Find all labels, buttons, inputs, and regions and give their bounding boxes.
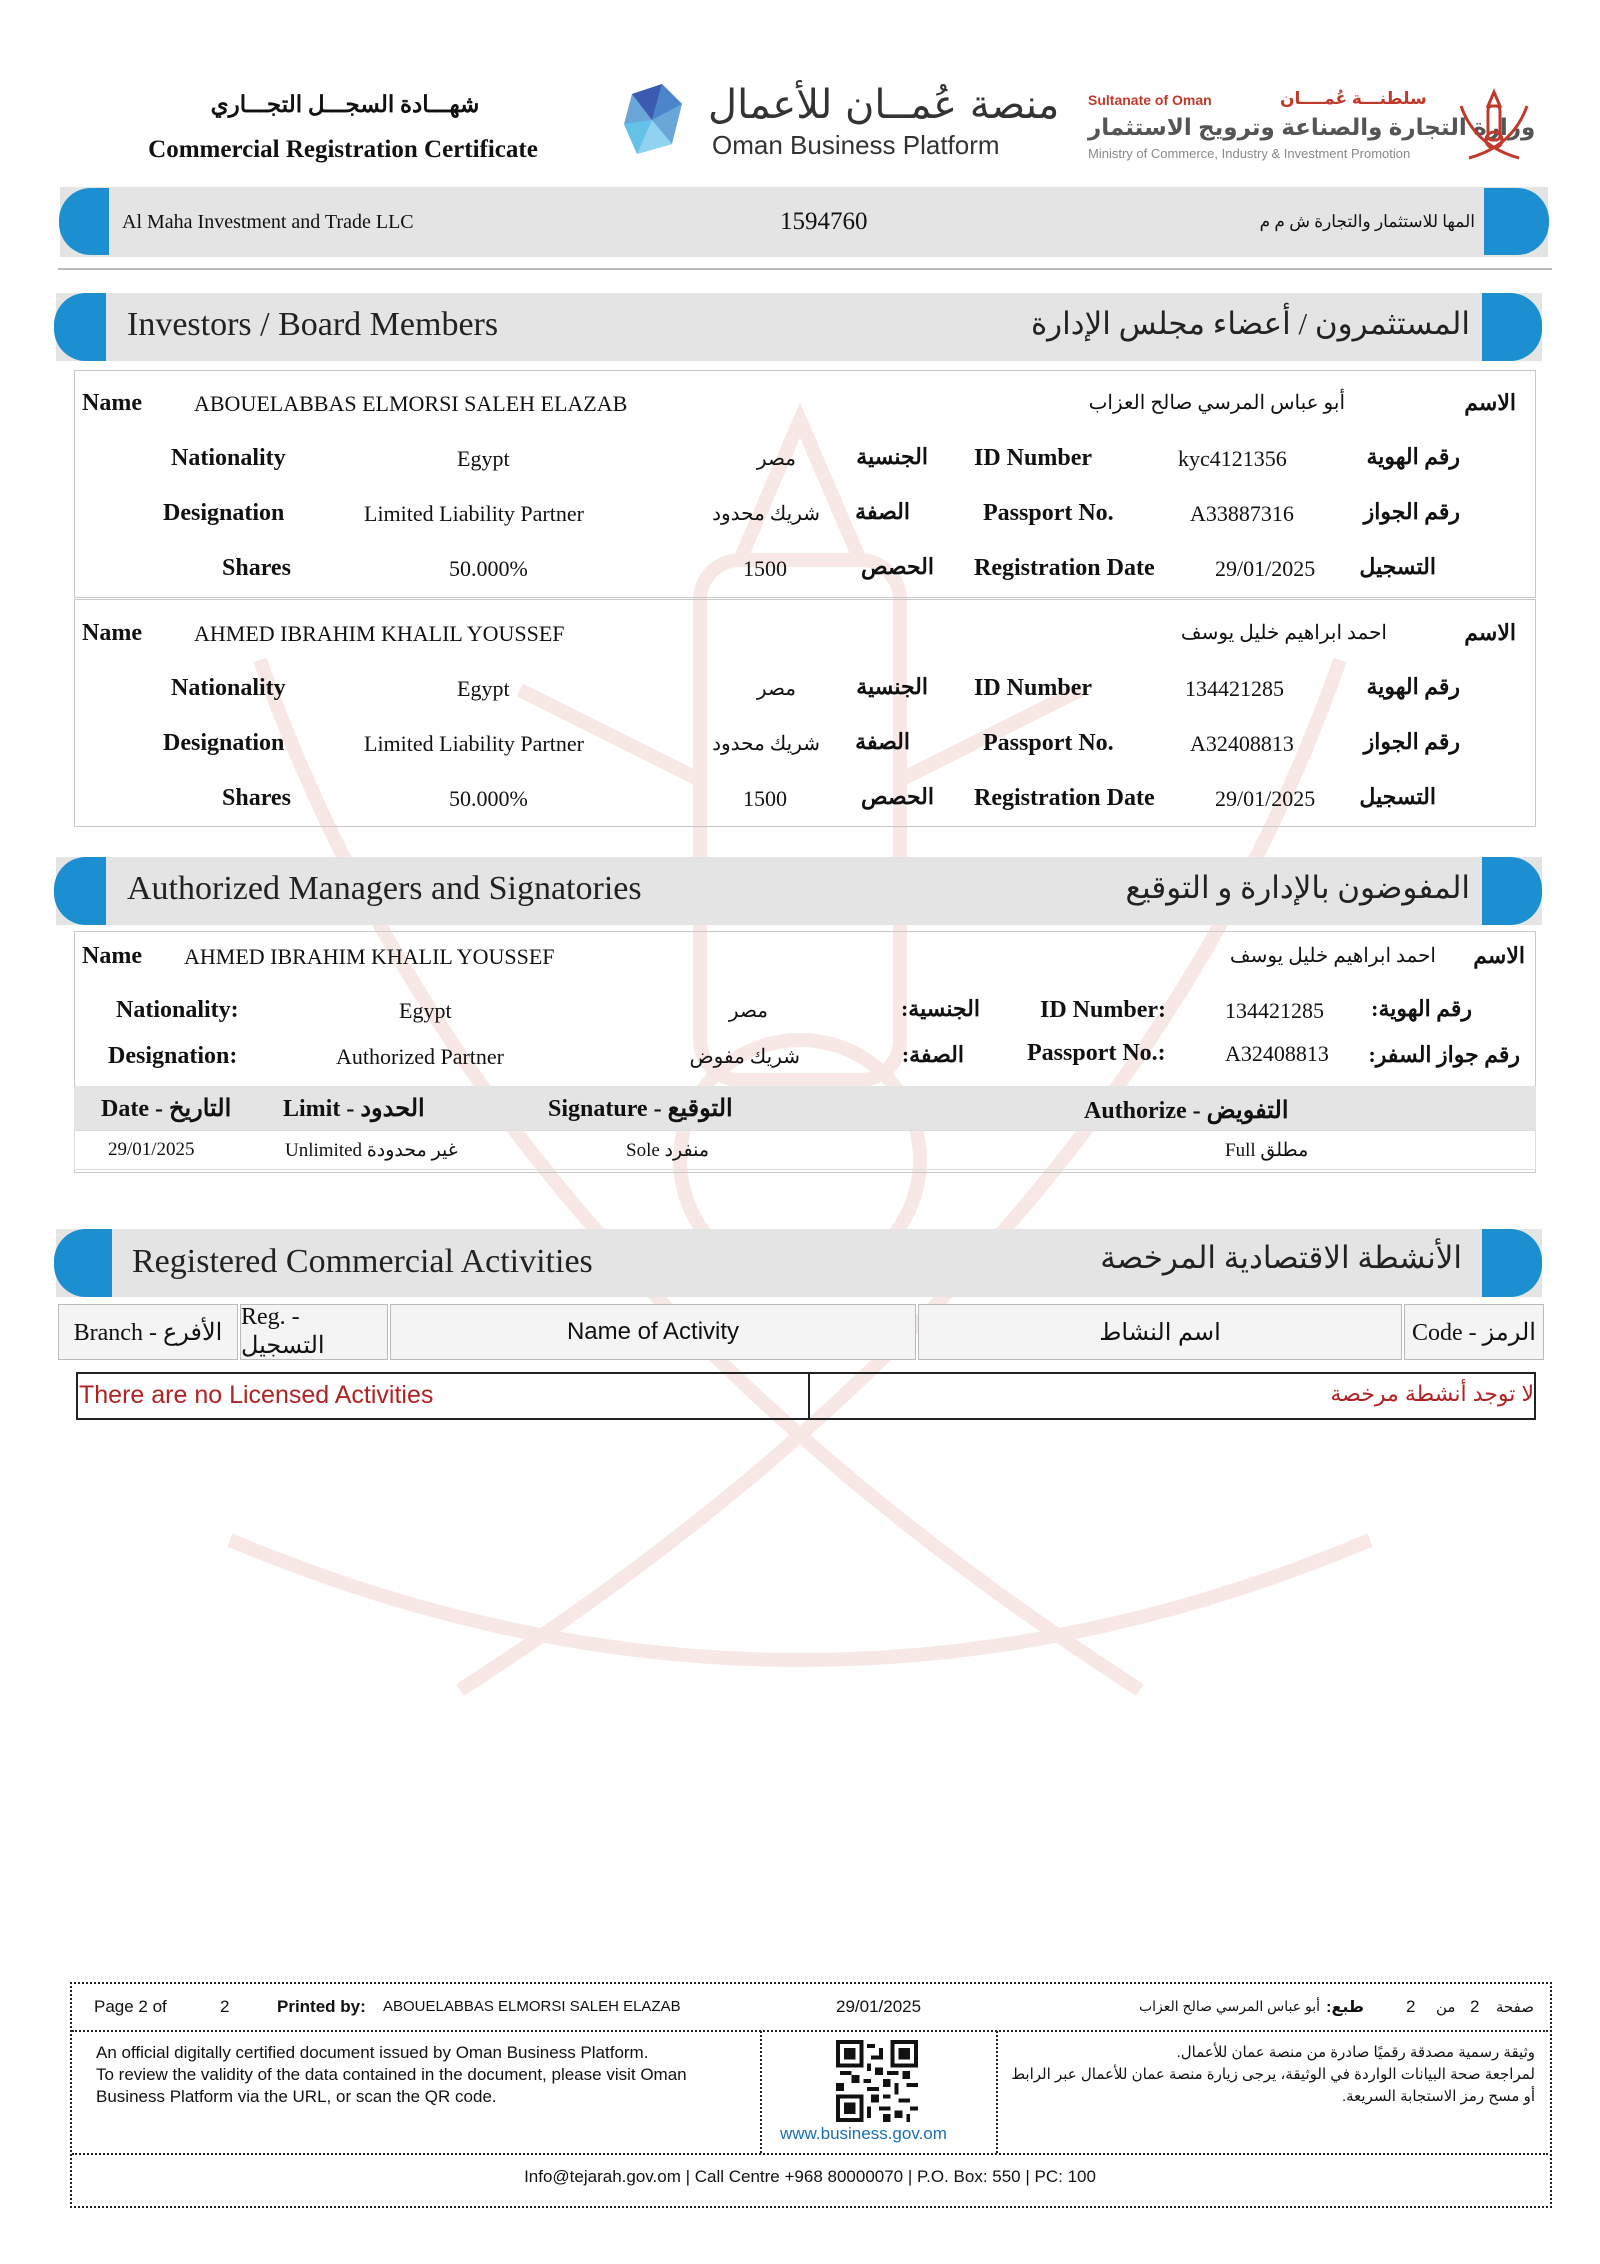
activities-col-reg: Reg. - التسجيل [240, 1304, 388, 1360]
footer-url-link[interactable]: www.business.gov.om [780, 2124, 947, 2143]
company-name-en: Al Maha Investment and Trade LLC [122, 211, 414, 233]
ministry-name-en: Ministry of Commerce, Industry & Investment Promotion [1088, 146, 1411, 161]
manager-id-number: 134421285 [1225, 998, 1324, 1023]
footer-contact: Info@tejarah.gov.om | Call Centre +968 80000070 | P.O. Box: 550 | PC: 100 [524, 2167, 1096, 2186]
investor-2-regdate-label-ar: التسجيل [1359, 784, 1436, 809]
activities-title-ar: الأنشطة الاقتصادية المرخصة [1100, 1240, 1462, 1275]
signatory-limit: Unlimited غير محدودة [285, 1140, 458, 1161]
investors-title-ar: المستثمرون / أعضاء مجلس الإدارة [1030, 306, 1470, 341]
investors-bar-cap-right [1482, 293, 1542, 361]
activities-empty-ar: لا توجد أنشطة مرخصة [1330, 1381, 1534, 1406]
manager-designation-label-ar: الصفة: [901, 1042, 964, 1067]
investor-2-shares-pct: 50.000% [449, 786, 528, 811]
footer-printed-by: ABOUELABBAS ELMORSI SALEH ELAZAB [383, 1998, 681, 2015]
investor-2-shares-count: 1500 [743, 786, 787, 811]
investor-2-reg-date: 29/01/2025 [1215, 786, 1316, 811]
investor-2-passport: A32408813 [1190, 731, 1294, 756]
investor-2-nationality-label-ar: الجنسية [856, 674, 928, 699]
footer-divider-bottom [72, 2153, 1548, 2155]
signatory-date: 29/01/2025 [108, 1139, 195, 1160]
investor-2-id-label: ID Number [974, 675, 1092, 701]
certificate-title-ar: شهـــادة السجـــل التجـــاري [210, 92, 480, 117]
investor-1-id-label: ID Number [974, 445, 1092, 471]
managers-bar-cap-left [54, 857, 106, 925]
investor-1-designation-label: Designation [163, 500, 285, 526]
header-divider [58, 268, 1552, 270]
activities-col-branch: Branch - الأفرع [58, 1304, 238, 1360]
investor-2-regdate-label: Registration Date [974, 785, 1155, 811]
qr-code-icon [836, 2040, 918, 2122]
manager-passport-label: Passport No.: [1027, 1040, 1166, 1066]
investor-1-passport-label: Passport No. [983, 500, 1114, 526]
investor-1-name-en: ABOUELABBAS ELMORSI SALEH ELAZAB [194, 391, 628, 416]
manager-designation-en: Authorized Partner [336, 1044, 504, 1069]
investor-2-designation-label: Designation [163, 730, 285, 756]
investor-2-nationality-ar: مصر [756, 678, 796, 700]
investor-2-designation-en: Limited Liability Partner [364, 731, 584, 756]
footer-printed-by-ar: أبو عباس المرسي صالح العزاب [1138, 1998, 1320, 2014]
manager-name-label-ar: الاسم [1473, 943, 1525, 968]
investor-1-shares-pct: 50.000% [449, 556, 528, 581]
investor-1-nationality-label-ar: الجنسية [856, 444, 928, 469]
footer-print-date: 29/01/2025 [836, 1997, 922, 2016]
manager-designation-ar: شريك مفوض [689, 1046, 800, 1068]
investor-1-name-ar: أبو عباس المرسي صالح العزاب [1088, 392, 1345, 414]
manager-passport: A32408813 [1225, 1041, 1329, 1066]
manager-designation-label: Designation: [108, 1043, 238, 1069]
sultanate-label-en: Sultanate of Oman [1088, 92, 1212, 108]
manager-nationality-label-ar: الجنسية: [900, 996, 980, 1021]
managers-title-ar: المفوضون بالإدارة و التوقيع [1125, 870, 1470, 905]
investor-2-nationality-en: Egypt [457, 676, 510, 701]
activities-col-name-ar: اسم النشاط [918, 1304, 1402, 1360]
investor-1-regdate-label: Registration Date [974, 555, 1155, 581]
manager-name-ar: احمد ابراهيم خليل يوسف [1229, 945, 1436, 967]
signatory-col-signature: Signature - التوقيع [548, 1096, 733, 1122]
manager-id-label: ID Number: [1040, 997, 1166, 1023]
footer-notice-ar-1: وثيقة رسمية مصدقة رقميًا صادرة من منصة عمان للأعمال. [1176, 2044, 1535, 2061]
managers-title-en: Authorized Managers and Signatories [127, 870, 642, 907]
manager-nationality-ar: مصر [728, 1000, 768, 1022]
signatory-signature: Sole منفرد [626, 1140, 709, 1161]
footer-divider-right [996, 2031, 998, 2153]
investor-1-shares-label-ar: الحصص [860, 554, 934, 579]
footer-divider-top [72, 2030, 1548, 2032]
footer-notice-ar-2: لمراجعة صحة البيانات الواردة في الوثيقة، يرجى زيارة منصة عمان للأعمال عبر الرابط [1011, 2066, 1535, 2083]
investor-2-passport-label: Passport No. [983, 730, 1114, 756]
investor-2-id-label-ar: رقم الهوية [1366, 674, 1460, 699]
company-bar-cap-right [1484, 188, 1549, 255]
footer-notice-ar-3: أو مسح رمز الاستجابة السريعة. [1341, 2088, 1535, 2105]
investor-1-passport-label-ar: رقم الجواز [1363, 499, 1460, 524]
company-name-ar: المها للاستثمار والتجارة ش م م [1259, 212, 1475, 231]
investor-2-name-label: Name [82, 620, 142, 646]
signatory-col-authorize: Authorize - التفويض [1084, 1098, 1289, 1124]
investor-1-designation-ar: شريك محدود [712, 503, 820, 525]
investor-1-reg-date: 29/01/2025 [1215, 556, 1316, 581]
investor-1-regdate-label-ar: التسجيل [1359, 554, 1436, 579]
oman-emblem-icon [1455, 88, 1533, 164]
investor-2-id-number: 134421285 [1185, 676, 1284, 701]
investor-2-passport-label-ar: رقم الجواز [1363, 729, 1460, 754]
investor-2-name-en: AHMED IBRAHIM KHALIL YOUSSEF [194, 621, 565, 646]
investor-1-designation-label-ar: الصفة [855, 499, 910, 524]
activities-bar-cap-right [1482, 1229, 1542, 1297]
manager-passport-label-ar: رقم جواز السفر: [1368, 1042, 1520, 1067]
activities-bar-cap-left [54, 1229, 112, 1297]
investor-1-designation-en: Limited Liability Partner [364, 501, 584, 526]
platform-name-en: Oman Business Platform [712, 130, 1000, 160]
activities-col-name-en: Name of Activity [390, 1304, 916, 1360]
investor-2-shares-label: Shares [222, 785, 291, 811]
footer-page-ar-of: من [1436, 1999, 1456, 2016]
footer-page-ar-total: 2 [1406, 1997, 1416, 2016]
signatory-authorize: Full مطلق [1225, 1140, 1309, 1161]
manager-nationality-label: Nationality: [116, 997, 239, 1023]
signatory-col-limit: Limit - الحدود [283, 1096, 425, 1122]
investor-2-nationality-label: Nationality [171, 675, 286, 701]
sultanate-label-ar: سلطنـــة عُمــــان [1280, 89, 1427, 108]
footer-printed-by-label: Printed by: [277, 1997, 366, 2016]
activities-col-code: Code - الرمز [1404, 1304, 1544, 1360]
footer-page-ar-num: 2 [1470, 1997, 1480, 2016]
footer-notice-en-3: Business Platform via the URL, or scan the QR code. [96, 2087, 497, 2106]
investor-1-nationality-en: Egypt [457, 446, 510, 471]
investor-1-name-label-ar: الاسم [1464, 390, 1516, 415]
investors-bar-cap-left [54, 293, 106, 361]
investor-1-nationality-ar: مصر [756, 448, 796, 470]
investors-title-en: Investors / Board Members [127, 306, 499, 343]
investor-1-id-label-ar: رقم الهوية [1366, 444, 1460, 469]
manager-name-en: AHMED IBRAHIM KHALIL YOUSSEF [184, 944, 555, 969]
investor-1-shares-label: Shares [222, 555, 291, 581]
activities-empty-divider [808, 1372, 810, 1420]
investor-2-shares-label-ar: الحصص [860, 784, 934, 809]
footer-page-ar-label: صفحة [1495, 1999, 1534, 2016]
manager-name-label: Name [82, 943, 142, 969]
activities-title-en: Registered Commercial Activities [132, 1243, 593, 1280]
certificate-title-en: Commercial Registration Certificate [148, 136, 538, 163]
investor-1-nationality-label: Nationality [171, 445, 286, 471]
footer-divider-left [760, 2031, 762, 2153]
investor-1-passport: A33887316 [1190, 501, 1294, 526]
investor-2-name-label-ar: الاسم [1464, 620, 1516, 645]
manager-id-label-ar: رقم الهوية: [1371, 996, 1472, 1021]
platform-name-ar: منصة عُمــان للأعمال [708, 82, 1060, 128]
footer-notice-en-1: An official digitally certified document issued by Oman Business Platform. [96, 2043, 649, 2062]
obp-logo-icon [622, 84, 692, 156]
investor-2-designation-ar: شريك محدود [712, 733, 820, 755]
footer-printed-by-ar-label: طبع: [1326, 1999, 1364, 2016]
footer-page-total: 2 [220, 1997, 230, 2016]
investor-2-name-ar: احمد ابراهيم خليل يوسف [1180, 622, 1387, 644]
managers-bar-cap-right [1482, 857, 1542, 925]
investor-2-designation-label-ar: الصفة [855, 729, 910, 754]
ministry-name-ar: وزارة التجارة والصناعة وترويج الاستثمار [1088, 114, 1536, 140]
footer-notice-en-2: To review the validity of the data contained in the document, please visit Oman [96, 2065, 687, 2084]
registration-number: 1594760 [780, 208, 868, 235]
activities-empty-en: There are no Licensed Activities [79, 1381, 434, 1409]
investor-1-id-number: kyc4121356 [1178, 446, 1287, 471]
footer-page-label: Page 2 of [94, 1997, 167, 2016]
investor-1-name-label: Name [82, 390, 142, 416]
investor-1-shares-count: 1500 [743, 556, 787, 581]
signatory-col-date: Date - التاريخ [101, 1096, 232, 1122]
manager-nationality-en: Egypt [399, 998, 452, 1023]
